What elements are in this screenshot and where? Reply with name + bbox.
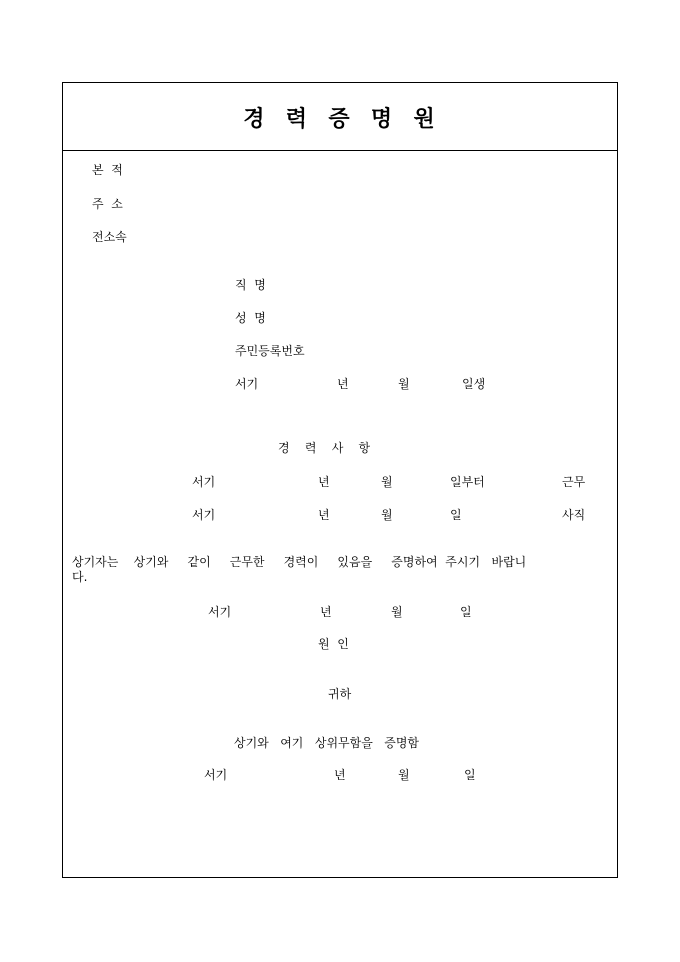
career-heading: 경 력 사 항: [278, 441, 371, 455]
request-statement-line1: 상기자는 상기와 같이 근무한 경력이 있음을 증명하여 주시기 바랍니: [72, 555, 527, 569]
career-start-era: 서기: [192, 475, 216, 489]
addressee-label: 귀하: [328, 687, 352, 701]
career-end-era: 서기: [192, 508, 216, 522]
career-start-status: 근무: [562, 475, 586, 489]
career-end-month: 월: [381, 508, 393, 522]
request-date-era: 서기: [208, 605, 232, 619]
affiliation-label: 전소속: [92, 230, 127, 244]
career-start-month: 월: [381, 475, 393, 489]
title-row: [63, 83, 617, 151]
birth-month-label: 월: [398, 377, 410, 391]
certification-statement: 상기와 여기 상위무함을 증명함: [234, 736, 420, 750]
domicile-label: 본 적: [92, 163, 123, 177]
cert-date-year: 년: [334, 768, 346, 782]
birth-era: 서기: [235, 377, 259, 391]
name-label: 성 명: [235, 311, 266, 325]
career-end-year: 년: [318, 508, 330, 522]
request-date-year: 년: [320, 605, 332, 619]
cert-date-era: 서기: [204, 768, 228, 782]
career-end-status: 사직: [562, 508, 586, 522]
request-date-month: 월: [391, 605, 403, 619]
birth-day-label: 일생: [462, 377, 486, 391]
cert-date-day: 일: [464, 768, 476, 782]
position-label: 직 명: [235, 278, 266, 292]
certificate-frame: [62, 82, 618, 878]
career-end-day: 일: [450, 508, 462, 522]
applicant-label: 원 인: [318, 637, 349, 651]
request-statement-line2: 다.: [72, 570, 88, 584]
document-title: 경 력 증 명 원: [243, 106, 437, 132]
cert-date-month: 월: [398, 768, 410, 782]
resident-number-label: 주민등록번호: [235, 344, 305, 358]
request-date-day: 일: [460, 605, 472, 619]
address-label: 주 소: [92, 197, 123, 211]
career-start-year: 년: [318, 475, 330, 489]
career-start-day: 일부터: [450, 475, 485, 489]
birth-year-label: 년: [337, 377, 349, 391]
